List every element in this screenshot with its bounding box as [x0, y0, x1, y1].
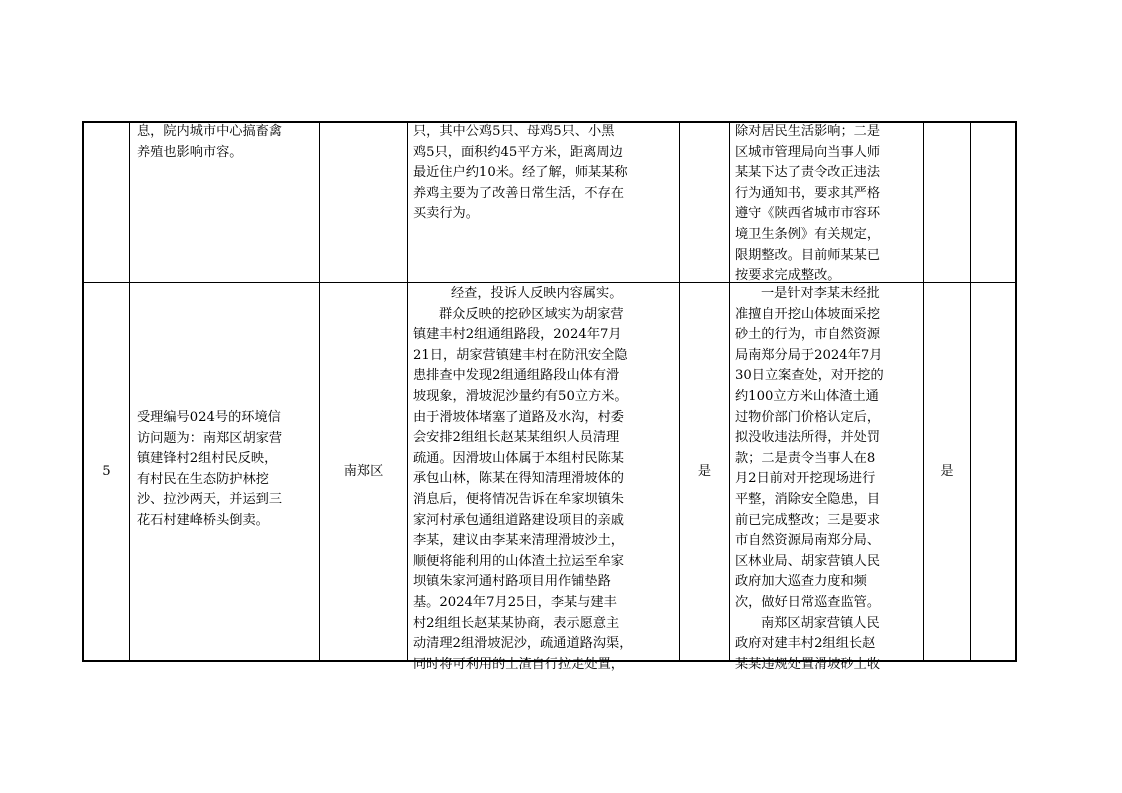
text-line: 次，做好日常巡查监管。: [735, 594, 881, 610]
text-line: 砂土的行为，市自然资源: [735, 327, 881, 343]
text-line: 政府加大巡查力度和频: [735, 574, 867, 590]
text-line: 区城市管理局向当事人师: [735, 144, 881, 160]
text-line: 花石村建峰桥头倒卖。: [137, 512, 269, 528]
text-line: 鸡5只，面积约45平方米，距离周边: [413, 144, 623, 160]
text-line: 会安排2组组长赵某某组织人员清理: [413, 430, 620, 446]
text-line: 承包山林，陈某在得知清理滑坡体的: [413, 471, 624, 487]
row5-issue-cell: [137, 408, 317, 532]
verified-cell: [680, 283, 729, 662]
text-line: 行为通知书，要求其严格: [735, 185, 881, 201]
text-line: 遵守《陕西省城市市容环: [735, 206, 881, 222]
district-name: 南郑区: [343, 464, 384, 480]
text-line: 同时将可利用的土渣自行拉走处置，: [413, 656, 624, 672]
text-line: 群众反映的挖砂区域实为胡家营: [439, 306, 624, 322]
text-line: 只，其中公鸡5只、母鸡5只、小黑: [413, 124, 615, 139]
text-line: 前已完成整改；三是要求: [735, 512, 881, 528]
row5-findings-cell: [413, 284, 677, 675]
text-line: 限期整改。目前师某某已: [735, 247, 881, 263]
text-line: 坡现象，滑坡泥沙量约有50立方米。: [413, 388, 628, 404]
text-line: 境卫生条例》有关规定，: [735, 226, 881, 242]
text-line: 患排查中发现2组通组路段山体有滑: [413, 368, 620, 384]
text-line: 经查，投诉人反映内容属实。: [451, 286, 623, 301]
text-line: 动清理2组滑坡泥沙，疏通道路沟渠，: [413, 636, 633, 652]
text-line: 过物价部门价格认定后，: [735, 409, 881, 425]
row-number-cell: [84, 283, 129, 662]
text-line: 息，院内城市中心搞畜禽: [137, 124, 283, 139]
text-line: 顺便将能利用的山体渣土拉运至牟家: [413, 553, 624, 569]
remarks-cell: [971, 283, 1017, 662]
prev-row-issue-cell: [137, 122, 317, 163]
text-line: 买卖行为。: [413, 206, 479, 222]
text-line: 21日，胡家营镇建丰村在防汛安全隐: [413, 347, 628, 363]
prev-row-findings-cell: [413, 122, 677, 225]
text-line: 除对居民生活影响；二是: [735, 124, 881, 139]
text-line: 镇建锋村2组村民反映，: [137, 451, 278, 467]
district-cell: [320, 283, 407, 662]
text-line: 平整，消除安全隐患，目: [735, 491, 881, 507]
row5-handling-cell: [735, 284, 921, 675]
verified-value: 是: [697, 464, 712, 480]
text-line: 访问题为：南郑区胡家营: [137, 430, 283, 446]
prev-row-handling-cell: [735, 122, 921, 287]
text-line: 镇建丰村2组通组路段，2024年7月: [413, 327, 622, 343]
text-line: 约100立方米山体渣土通: [735, 388, 879, 404]
column-divider: [407, 123, 408, 660]
text-line: 养殖也影响市容。: [137, 144, 243, 160]
text-line: 按要求完成整改。: [735, 268, 841, 284]
text-line: 李某，建议由李某来清理滑坡沙土，: [413, 533, 624, 549]
row-number: 5: [102, 464, 111, 480]
text-line: 月2日前对开挖现场进行: [735, 471, 876, 487]
text-line: 某某违规处置滑坡砂土收: [735, 656, 881, 672]
text-line: 养鸡主要为了改善日常生活，不存在: [413, 185, 624, 201]
text-line: 政府对建丰村2组组长赵: [735, 636, 876, 652]
text-line: 沙、拉沙两天，并运到三: [137, 492, 283, 508]
text-line: 30日立案查处，对开挖的: [735, 368, 884, 384]
text-line: 区林业局、胡家营镇人民: [735, 553, 881, 569]
text-line: 疏通。因滑坡山体属于本组村民陈某: [413, 450, 624, 466]
text-line: 基。2024年7月25日，李某与建丰: [413, 594, 617, 610]
complaint-table: [82, 121, 1017, 672]
text-line: 市自然资源局南郑分局、: [735, 533, 881, 549]
text-line: 消息后，便将情况告诉在牟家坝镇朱: [413, 491, 624, 507]
text-line: 有村民在生态防护林挖: [137, 471, 269, 487]
text-line: 局南郑分局于2024年7月: [735, 347, 883, 363]
text-line: 南郑区胡家营镇人民: [761, 615, 880, 631]
text-line: 坝镇朱家河通村路项目用作铺垫路: [413, 574, 611, 590]
resolved-cell: [924, 283, 970, 662]
text-line: 款；二是责令当事人在8: [735, 450, 876, 466]
text-line: 由于滑坡体堵塞了道路及水沟，村委: [413, 409, 624, 425]
text-line: 最近住户约10米。经了解，师某某称: [413, 165, 628, 181]
resolved-value: 是: [940, 464, 954, 480]
column-divider: [129, 123, 130, 660]
text-line: 一是针对李某未经批: [761, 286, 880, 301]
text-line: 拟没收违法所得，并处罚: [735, 430, 881, 446]
text-line: 某某下达了责令改正违法: [735, 165, 881, 181]
text-line: 村2组组长赵某某协商，表示愿意主: [413, 615, 620, 631]
text-line: 受理编号024号的环境信: [137, 410, 281, 425]
text-line: 家河村承包通组道路建设项目的亲戚: [413, 512, 624, 528]
column-divider: [729, 123, 730, 660]
text-line: 准擅自开挖山体坡面采挖: [735, 306, 881, 322]
